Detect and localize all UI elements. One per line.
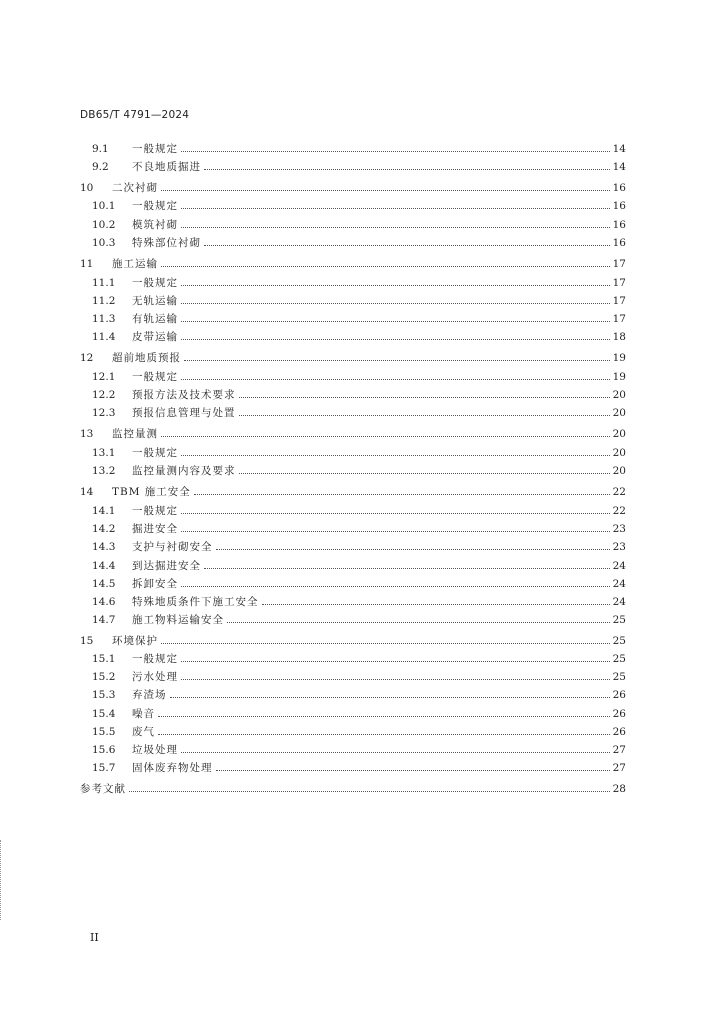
toc-leader-dots [161, 435, 610, 437]
toc-leader-dots [181, 530, 610, 532]
toc-entry-title: TBM 施工安全 [112, 486, 191, 498]
toc-entry[interactable] [92, 760, 626, 774]
scan-edge-mark [0, 840, 3, 920]
toc-leader-dots [216, 548, 610, 550]
toc-entry-number: 13.2 [92, 465, 116, 477]
toc-entry[interactable] [92, 235, 626, 249]
toc-entry[interactable] [92, 141, 626, 155]
toc-entry[interactable] [92, 293, 626, 307]
toc-entry-number: 12 [80, 352, 94, 364]
toc-leader-dots [158, 733, 610, 735]
toc-entry-title: 不良地质掘进 [132, 161, 201, 173]
toc-entry-number: 10.3 [92, 237, 116, 249]
toc-entry-title: 弃渣场 [132, 689, 167, 701]
toc-entry-title: 垃圾处理 [132, 744, 178, 756]
toc-entry-number: 15.2 [92, 671, 116, 683]
toc-entry-page: 14 [612, 161, 626, 173]
toc-entry-title: 超前地质预报 [112, 352, 181, 364]
toc-entry-title: 预报方法及技术要求 [132, 389, 236, 401]
toc-entry-number: 11.1 [92, 277, 116, 289]
toc-entry[interactable] [92, 687, 626, 701]
toc-entry-number: 12.3 [92, 407, 116, 419]
toc-entry-title: 有轨运输 [132, 313, 178, 325]
toc-entry-page: 20 [612, 407, 626, 419]
toc-leader-dots [181, 150, 610, 152]
toc-entry-page: 17 [612, 258, 626, 270]
toc-entry[interactable] [80, 350, 626, 364]
toc-entry-page: 16 [612, 219, 626, 231]
toc-entry[interactable] [92, 387, 626, 401]
toc-leader-dots [181, 284, 610, 286]
toc-entry[interactable] [80, 180, 626, 194]
toc-leader-dots [161, 642, 610, 644]
toc-entry-number: 12.2 [92, 389, 116, 401]
toc-entry-page: 19 [612, 352, 626, 364]
toc-leader-dots [181, 378, 610, 380]
toc-entry-page: 24 [612, 578, 626, 590]
toc-entry-title: 一般规定 [132, 200, 178, 212]
toc-leader-dots [239, 414, 610, 416]
toc-entry-title: 无轨运输 [132, 295, 178, 307]
toc-entry-number: 14.4 [92, 560, 116, 572]
toc-entry[interactable] [92, 669, 626, 683]
toc-entry[interactable] [92, 594, 626, 608]
toc-entry-page: 20 [612, 447, 626, 459]
toc-entry-number: 10.2 [92, 219, 116, 231]
toc-entry[interactable] [80, 781, 626, 795]
toc-entry-title: 一般规定 [132, 143, 178, 155]
toc-entry-page: 16 [612, 182, 626, 194]
toc-entry[interactable] [92, 651, 626, 665]
toc-entry-number: 14.1 [92, 505, 116, 517]
toc-entry-title: 预报信息管理与处置 [132, 407, 236, 419]
toc-entry-number: 15.3 [92, 689, 116, 701]
toc-entry-title: 拆卸安全 [132, 578, 178, 590]
toc-entry-title: 废气 [132, 726, 155, 738]
toc-entry[interactable] [80, 484, 626, 498]
toc-entry-title: 固体废弃物处理 [132, 762, 213, 774]
toc-entry-page: 20 [612, 389, 626, 401]
toc-leader-dots [158, 715, 610, 717]
toc-leader-dots [227, 621, 610, 623]
toc-entry-title: 掘进安全 [132, 523, 178, 535]
toc-entry-page: 18 [612, 331, 626, 343]
toc-entry-page: 23 [612, 523, 626, 535]
toc-entry-title: 噪音 [132, 708, 155, 720]
toc-leader-dots [184, 359, 610, 361]
toc-entry-page: 17 [612, 295, 626, 307]
toc-entry-page: 16 [612, 237, 626, 249]
toc-entry[interactable] [92, 503, 626, 517]
toc-entry[interactable] [92, 539, 626, 553]
toc-leader-dots [181, 751, 610, 753]
toc-entry-number: 11.3 [92, 313, 116, 325]
toc-entry-number: 14.6 [92, 596, 116, 608]
document-id: DB65/T 4791—2024 [80, 109, 190, 121]
toc-entry-page: 22 [612, 486, 626, 498]
toc-entry-number: 15.1 [92, 653, 116, 665]
toc-entry-title: 一般规定 [132, 653, 178, 665]
toc-entry[interactable] [92, 217, 626, 231]
toc-entry-title: 皮带运输 [132, 331, 178, 343]
toc-entry-page: 24 [612, 560, 626, 572]
toc-leader-dots [161, 265, 610, 267]
toc-entry-title: 特殊部位衬砌 [132, 237, 201, 249]
toc-entry[interactable] [92, 329, 626, 343]
toc-entry[interactable] [92, 558, 626, 572]
toc-entry-number: 10.1 [92, 200, 116, 212]
toc-entry[interactable] [80, 426, 626, 440]
toc-leader-dots [129, 790, 610, 792]
toc-leader-dots [181, 512, 610, 514]
toc-entry-number: 11.4 [92, 331, 116, 343]
toc-entry-number: 14.5 [92, 578, 116, 590]
toc-entry-page: 25 [612, 635, 626, 647]
toc-entry-title: 支护与衬砌安全 [132, 541, 213, 553]
toc-entry-page: 24 [612, 596, 626, 608]
toc-entry[interactable] [92, 521, 626, 535]
toc-entry-page: 22 [612, 505, 626, 517]
toc-leader-dots [161, 189, 610, 191]
toc-entry-title: 参考文献 [80, 783, 126, 795]
toc-entry-page: 26 [612, 708, 626, 720]
toc-entry[interactable] [92, 159, 626, 173]
toc-leader-dots [181, 678, 610, 680]
toc-entry-number: 15.7 [92, 762, 116, 774]
toc-entry-number: 12.1 [92, 371, 116, 383]
toc-entry-page: 23 [612, 541, 626, 553]
toc-entry-number: 9.2 [92, 161, 109, 173]
toc-leader-dots [181, 585, 610, 587]
toc-entry-title: 监控量测内容及要求 [132, 465, 236, 477]
page-number: II [90, 931, 99, 944]
toc-entry-title: 环境保护 [112, 635, 158, 647]
toc-entry-page: 19 [612, 371, 626, 383]
toc-leader-dots [216, 769, 610, 771]
toc-leader-dots [181, 302, 610, 304]
toc-entry-number: 14.2 [92, 523, 116, 535]
toc-entry-page: 17 [612, 313, 626, 325]
toc-leader-dots [181, 320, 610, 322]
toc-leader-dots [181, 338, 610, 340]
toc-entry-page: 25 [612, 671, 626, 683]
toc-entry-title: 二次衬砌 [112, 182, 158, 194]
toc-leader-dots [204, 567, 610, 569]
toc-entry-number: 15.6 [92, 744, 116, 756]
toc-entry-number: 14.7 [92, 614, 116, 626]
toc-entry-page: 27 [612, 762, 626, 774]
toc-entry-title: 一般规定 [132, 505, 178, 517]
toc-entry-number: 13.1 [92, 447, 116, 459]
toc-entry-number: 9.1 [92, 143, 109, 155]
toc-leader-dots [181, 226, 610, 228]
toc-entry[interactable] [92, 612, 626, 626]
toc-entry-title: 模筑衬砌 [132, 219, 178, 231]
toc-entry-page: 20 [612, 428, 626, 440]
toc-entry-page: 17 [612, 277, 626, 289]
toc-entry[interactable] [92, 198, 626, 212]
toc-entry-title: 施工物料运输安全 [132, 614, 224, 626]
toc-entry[interactable] [80, 256, 626, 270]
toc-entry-number: 10 [80, 182, 94, 194]
toc-entry-title: 一般规定 [132, 277, 178, 289]
toc-entry-title: 污水处理 [132, 671, 178, 683]
toc-entry[interactable] [92, 706, 626, 720]
toc-entry[interactable] [92, 742, 626, 756]
toc-entry[interactable] [92, 405, 626, 419]
toc-entry-title: 一般规定 [132, 447, 178, 459]
toc-entry-page: 28 [612, 783, 626, 795]
toc-entry[interactable] [92, 275, 626, 289]
toc-leader-dots [194, 493, 610, 495]
toc-entry[interactable] [92, 724, 626, 738]
toc-entry-page: 26 [612, 726, 626, 738]
toc-entry-title: 到达掘进安全 [132, 560, 201, 572]
toc-entry-page: 20 [612, 465, 626, 477]
toc-leader-dots [181, 207, 610, 209]
toc-entry-page: 16 [612, 200, 626, 212]
toc-entry[interactable] [92, 463, 626, 477]
toc-entry-title: 监控量测 [112, 428, 158, 440]
toc-entry-number: 13 [80, 428, 94, 440]
toc-entry-number: 15.5 [92, 726, 116, 738]
toc-entry-page: 25 [612, 653, 626, 665]
toc-entry-number: 15 [80, 635, 94, 647]
toc-leader-dots [181, 454, 610, 456]
toc-entry[interactable] [92, 445, 626, 459]
toc-entry-number: 14.3 [92, 541, 116, 553]
toc-leader-dots [170, 696, 610, 698]
toc-leader-dots [239, 472, 610, 474]
toc-entry-page: 25 [612, 614, 626, 626]
toc-leader-dots [204, 168, 610, 170]
toc-entry-title: 施工运输 [112, 258, 158, 270]
toc-entry-page: 26 [612, 689, 626, 701]
toc-leader-dots [239, 396, 610, 398]
toc-entry-number: 11.2 [92, 295, 116, 307]
toc-leader-dots [204, 244, 610, 246]
toc-entry-number: 11 [80, 258, 94, 270]
toc-entry-number: 14 [80, 486, 94, 498]
toc-entry[interactable] [92, 576, 626, 590]
toc-entry-page: 27 [612, 744, 626, 756]
toc-leader-dots [262, 603, 610, 605]
toc-entry-number: 15.4 [92, 708, 116, 720]
toc-leader-dots [181, 660, 610, 662]
toc-entry[interactable] [92, 369, 626, 383]
toc-entry-page: 14 [612, 143, 626, 155]
toc-entry-title: 一般规定 [132, 371, 178, 383]
toc-entry-title: 特殊地质条件下施工安全 [132, 596, 259, 608]
toc-entry[interactable] [92, 311, 626, 325]
toc-entry[interactable] [80, 633, 626, 647]
